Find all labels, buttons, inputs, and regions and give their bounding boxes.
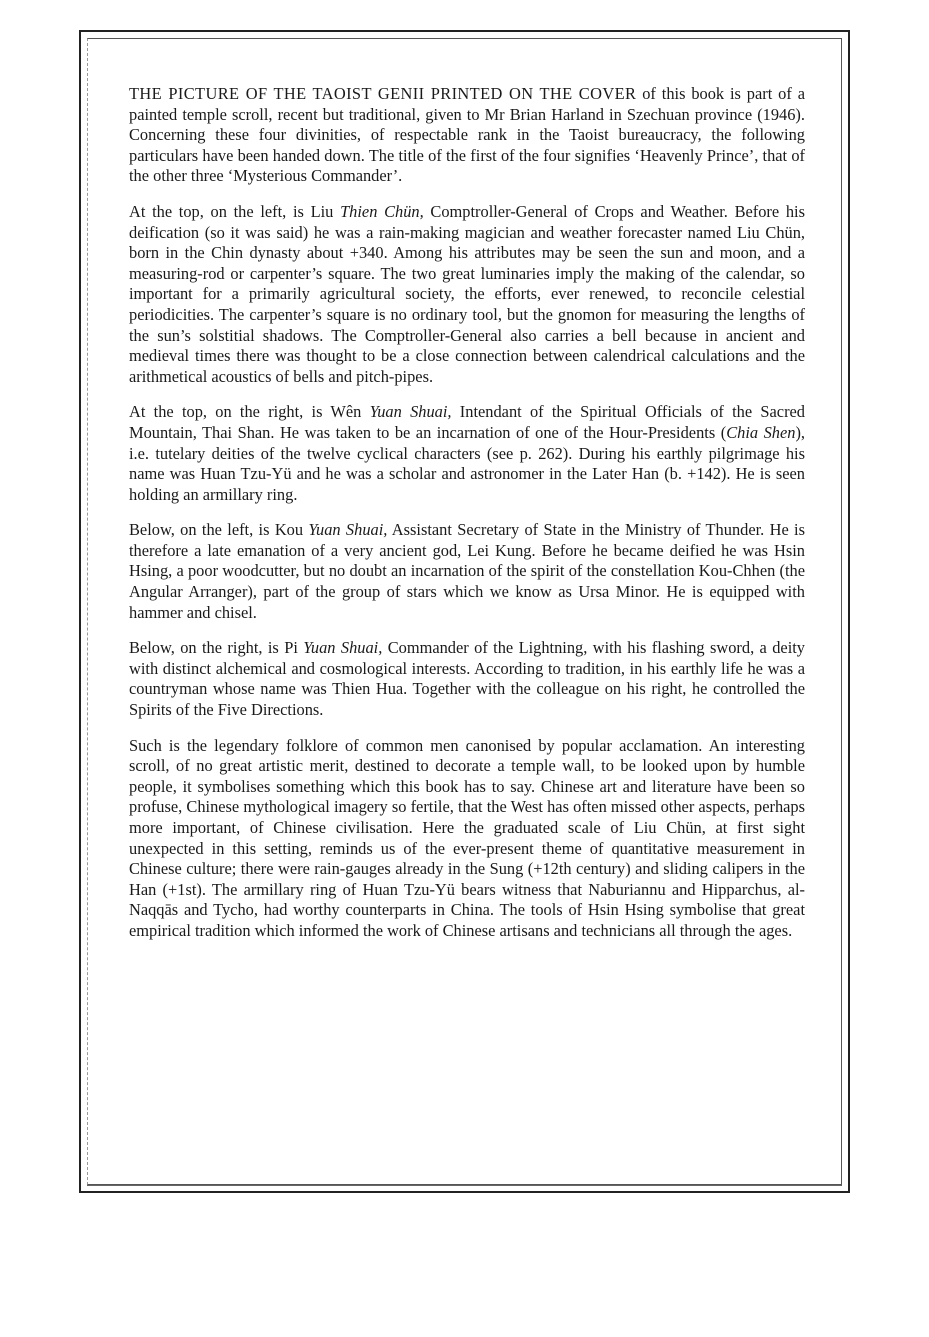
pi-post: Commander of the Lightning, with his flashing sword, a deity with distinct alchemical and cosmological interests. According to tradition, in his earthly life he was a countryman whose name was Thien Hua. Together with the colleague on his right, he controlled the Spirits of the Five Directions. [129, 638, 806, 720]
wen-post: ), i.e. tutelary deities of the twelve cyclical characters (see p. 262). During his earthly pilgrimage his name was Huan Tzu-Yü and he was a scholar and astronomer in the Later Han (b. +142). He is seen holding an armillary ring. [129, 422, 805, 504]
intro-paragraph [129, 84, 805, 187]
kou-title: Yuan Shuai, [308, 520, 388, 540]
liu-thien-chun-paragraph [129, 202, 805, 387]
wen-yuan-shuai-paragraph [129, 402, 805, 505]
kou-post: Assistant Secretary of State in the Ministry of Thunder. He is therefore a late emanation of a very ancient god, Lei Kung. Before he became deified he was Hsin Hsing, a poor woodcutter, but no doubt an incarnation of the spirit of the constellation Kou-Chhen (the Angular Arranger), part of the group of stars which we know as Ursa Minor. He is equipped with hammer and chisel. [129, 520, 805, 622]
wen-chia-shen: Chia Shen [726, 422, 796, 442]
bottom-rule [87, 1185, 842, 1186]
folklore-paragraph: Such is the legendary folklore of common men canonised by popular acclamation. An interesting scroll, of no great artistic merit, destined to decorate a temple wall, to be looked upon by humble people, it symbolises something which this book has to say. Chinese art and literature have been so profuse, Chinese mythological imagery so fertile, that the West has often missed other aspects, perhaps more important, of Chinese civilisation. Here the graduated scale of Liu Chün, at first sight unexpected in this setting, reminds us of the ever-present theme of quantitative measurement in Chinese culture; there were rain-gauges already in the Sung (+12th century) and sliding calipers in the Han (+1st). The armillary ring of Huan Tzu-Yü bears witness that Naburiannu and Hipparchus, al-Naqqās and Tycho, had worthy counterparts in China. The tools of Hsin Hsing symbolise that great empirical tradition which informed the work of Chinese artisans and technicians all through the ages. [129, 735, 805, 940]
pi-pre: Below, on the right, is Pi [129, 638, 304, 658]
intro-heading: THE PICTURE OF THE TAOIST GENII PRINTED ON THE COVER [129, 84, 637, 103]
wen-title: Yuan Shuai, [369, 402, 452, 422]
kou-pre: Below, on the left, is Kou [129, 520, 309, 540]
kou-yuan-shuai-paragraph [129, 520, 805, 623]
cover-description-text [129, 84, 805, 957]
wen-mid: Intendant of the Spiritual Officials of the Sacred Mountain, Thai Shan. He was taken to be an incarnation of one of the Hour-Presidents ( [129, 402, 805, 442]
pi-title: Yuan Shuai, [303, 638, 383, 658]
intro-text: of this book is part of a painted temple scroll, recent but traditional, given to Mr Brian Harland in Szechuan province (1946). Concerning these four divinities, of respectable rank in the Taoist bureaucracy, the following particulars have been handed down. The title of the first of the four signifies ‘Heavenly Prince’, that of the other three ‘Mysterious Commander’. [129, 84, 805, 186]
liu-title: Thien Chün, [340, 201, 424, 221]
liu-post: Comptroller-General of Crops and Weather. Before his deification (so it was said) he was a rain-making magician and weather forecaster named Liu Chün, born in the Chin dynasty about +340. Among his attributes may be seen the sun and moon, and a measuring-rod or carpenter’s square. The two great luminaries imply the making of the calendar, so important for a primarily agricultural society, the efforts, ever renewed, to reconcile celestial periodicities. The carpenter’s square is no ordinary tool, but the gnomon for measuring the lengths of the sun’s solstitial shadows. The Comptroller-General also carries a bell because in ancient and medieval times there was thought to be a close connection between calendrical calculations and the arithmetical acoustics of bells and pitch-pipes. [129, 201, 805, 386]
pi-yuan-shuai-paragraph [129, 638, 805, 720]
wen-pre: At the top, on the right, is Wên [129, 402, 370, 422]
liu-pre: At the top, on the left, is Liu [129, 201, 341, 221]
